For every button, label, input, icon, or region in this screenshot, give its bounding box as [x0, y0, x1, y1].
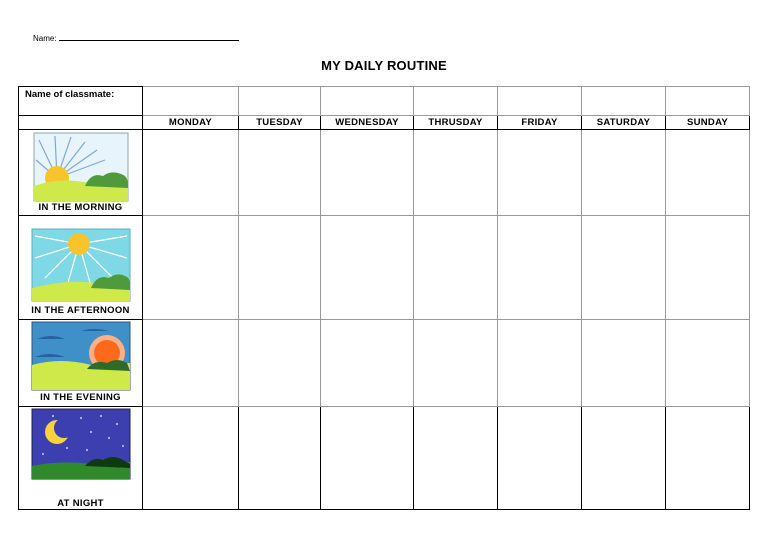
entry-cell[interactable]: [498, 407, 582, 510]
classmate-cell[interactable]: [414, 87, 498, 116]
name-label: Name:: [33, 34, 57, 43]
day-header-tuesday: TUESDAY: [239, 116, 321, 130]
entry-cell[interactable]: [321, 320, 414, 407]
routine-table: [18, 86, 750, 510]
classmate-cell[interactable]: [321, 87, 414, 116]
classmate-cell[interactable]: [498, 87, 582, 116]
day-header-monday: MONDAY: [143, 116, 239, 130]
entry-cell[interactable]: [666, 130, 750, 216]
row-label-cell: [19, 320, 143, 407]
entry-cell[interactable]: [582, 216, 666, 320]
entry-cell[interactable]: [414, 320, 498, 407]
afternoon-sun-icon: [31, 228, 131, 302]
name-underline[interactable]: [59, 33, 239, 41]
entry-cell[interactable]: [666, 407, 750, 510]
day-header-saturday: SATURDAY: [582, 116, 666, 130]
entry-cell[interactable]: [498, 216, 582, 320]
entry-cell[interactable]: [414, 216, 498, 320]
classmate-row: [19, 87, 750, 116]
classmate-label: Name of classmate:: [19, 87, 143, 116]
entry-cell[interactable]: [321, 407, 414, 510]
routine-row-night: [19, 407, 750, 510]
entry-cell[interactable]: [143, 130, 239, 216]
evening-sunset-icon: [31, 321, 131, 391]
entry-cell[interactable]: [321, 130, 414, 216]
entry-cell[interactable]: [582, 320, 666, 407]
day-header-wednesday: WEDNESDAY: [321, 116, 414, 130]
routine-row-evening: [19, 320, 750, 407]
row-label: IN THE AFTERNOON: [31, 305, 130, 316]
entry-cell[interactable]: [414, 130, 498, 216]
entry-cell[interactable]: [498, 320, 582, 407]
row-label: IN THE EVENING: [40, 392, 121, 403]
classmate-cell[interactable]: [666, 87, 750, 116]
entry-cell[interactable]: [239, 320, 321, 407]
day-header-sunday: SUNDAY: [666, 116, 750, 130]
row-label-cell: [19, 216, 143, 320]
row-label-cell: [19, 130, 143, 216]
entry-cell[interactable]: [582, 130, 666, 216]
morning-sun-icon: [33, 132, 129, 202]
corner-cell: [19, 116, 143, 130]
entry-cell[interactable]: [321, 216, 414, 320]
day-header-thursday: THRUSDAY: [414, 116, 498, 130]
entry-cell[interactable]: [582, 407, 666, 510]
routine-row-afternoon: [19, 216, 750, 320]
classmate-cell[interactable]: [582, 87, 666, 116]
day-header-row: [19, 116, 750, 130]
row-label: AT NIGHT: [57, 498, 104, 509]
entry-cell[interactable]: [239, 130, 321, 216]
row-label-cell: [19, 407, 143, 510]
entry-cell[interactable]: [143, 216, 239, 320]
entry-cell[interactable]: [239, 216, 321, 320]
entry-cell[interactable]: [666, 216, 750, 320]
row-label: IN THE MORNING: [38, 202, 123, 213]
night-moon-icon: [31, 408, 131, 480]
entry-cell[interactable]: [143, 320, 239, 407]
entry-cell[interactable]: [239, 407, 321, 510]
routine-row-morning: [19, 130, 750, 216]
entry-cell[interactable]: [498, 130, 582, 216]
classmate-cell[interactable]: [239, 87, 321, 116]
page-title: MY DAILY ROUTINE: [321, 58, 447, 73]
name-field[interactable]: [33, 33, 239, 43]
day-header-friday: FRIDAY: [498, 116, 582, 130]
classmate-cell[interactable]: [143, 87, 239, 116]
entry-cell[interactable]: [414, 407, 498, 510]
entry-cell[interactable]: [666, 320, 750, 407]
entry-cell[interactable]: [143, 407, 239, 510]
